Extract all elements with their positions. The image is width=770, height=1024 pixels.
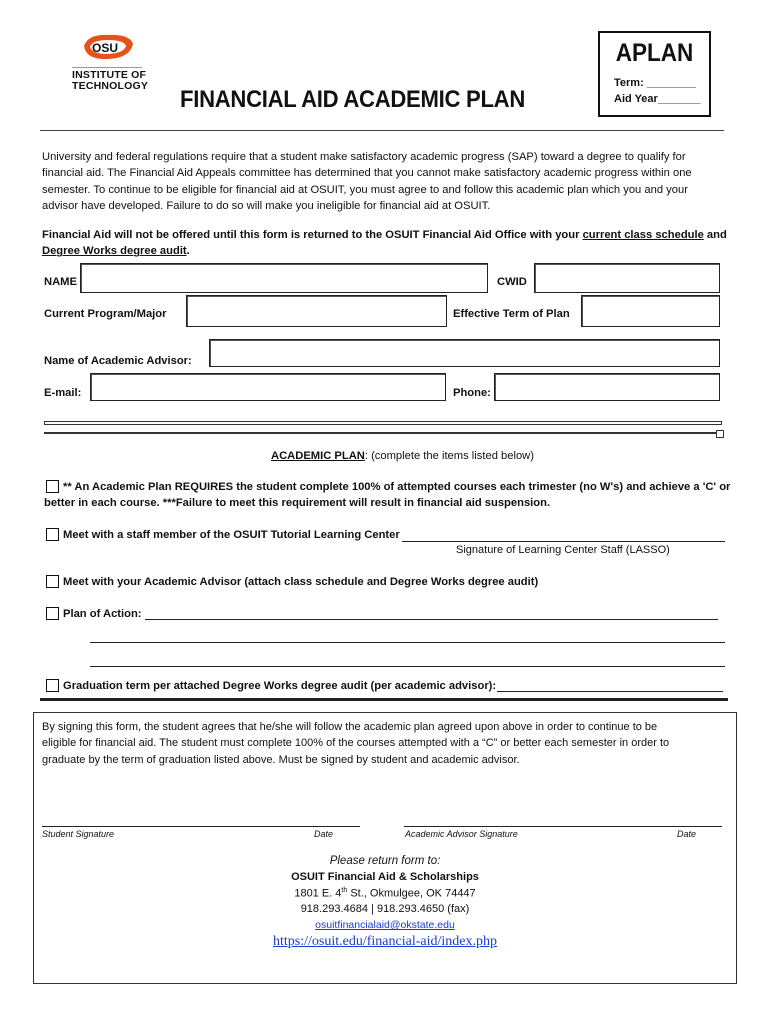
address-pre: 1801 E. 4 [294, 887, 342, 900]
graduation-term-label: Graduation term per attached Degree Works degree audit (per academic advisor): [63, 680, 497, 692]
email-label: E-mail: [44, 387, 82, 399]
academic-plan-note: : (complete the items listed below) [364, 450, 534, 462]
address-post: St., Okmulgee, OK 74447 [347, 887, 476, 900]
graduation-term-checkbox[interactable] [46, 679, 59, 692]
notice-period: . [186, 245, 190, 258]
office-email-wrap [0, 919, 770, 931]
advisor-meeting-checkbox[interactable] [46, 575, 59, 588]
plan-of-action-line[interactable] [145, 619, 718, 620]
intro-line: financial aid. The Financial Aid Appeals committee has determined that you cannot make satisfactory academic progress within one [42, 167, 692, 180]
program-label: Current Program/Major [44, 308, 167, 320]
effective-term-label: Effective Term of Plan [453, 308, 570, 320]
sap-requirement-line1: ** An Academic Plan REQUIRES the student complete 100% of attempted courses each trimester (no W's) and achieve a 'C' or [63, 481, 731, 493]
notice-paragraph [42, 227, 727, 260]
address-sup: th [341, 887, 348, 894]
agreement-line: By signing this form, the student agrees that he/she will follow the academic plan agreed upon above in order to continue to be [42, 721, 658, 733]
page-title: FINANCIAL AID ACADEMIC PLAN [180, 86, 525, 113]
separator-handle [716, 430, 724, 438]
tutorial-center-checkbox[interactable] [46, 528, 59, 541]
logo-line2: TECHNOLOGY [72, 80, 149, 92]
agreement-line: eligible for financial aid. The student must complete 100% of the courses attempted with a “C” or better each semester in order to [42, 737, 670, 750]
return-label: Please return form to: [329, 855, 441, 867]
agreement-line: graduate by the term of graduation listed above. Must be signed by student and academic advisor. [42, 753, 520, 766]
agreement-top-rule [40, 698, 728, 701]
name-field[interactable] [80, 263, 488, 293]
plan-of-action-line[interactable] [90, 666, 725, 667]
office-phones: 918.293.4684 | 918.293.4650 (fax) [300, 903, 470, 915]
advisor-date-caption: Date [677, 829, 697, 839]
office-address [0, 887, 770, 900]
intro-paragraph [42, 149, 692, 214]
osu-logo-icon [80, 32, 136, 62]
program-field[interactable] [186, 295, 447, 327]
intro-line: advisor have developed. Failure to do so will make you ineligible for financial aid at OSUIT. [42, 199, 491, 212]
student-signature-line[interactable] [42, 826, 360, 827]
aplan-title: APLAN [615, 39, 694, 67]
cwid-field[interactable] [534, 263, 720, 293]
tutorial-signature-line[interactable] [402, 541, 725, 542]
agreement-paragraph [42, 719, 669, 768]
student-signature-caption: Student Signature [42, 829, 115, 839]
notice-text: Financial Aid will not be offered until this form is returned to the OSUIT Financial Aid Office with your [42, 229, 583, 241]
intro-line: semester. To continue to be eligible for financial aid at OSUIT, you must agree to and follow this academic plan which you and your [42, 183, 688, 196]
logo-divider [72, 67, 142, 68]
phone-field[interactable] [494, 373, 720, 401]
student-date-caption: Date [314, 829, 334, 839]
phone-label: Phone: [453, 387, 491, 399]
website-link[interactable]: https://osuit.edu/financial-aid/index.php [273, 934, 497, 949]
sap-requirement-line2: better in each course. ***Failure to meet this requirement will result in financial aid suspension. [44, 497, 551, 509]
notice-and: and [703, 229, 727, 241]
tutorial-center-label: Meet with a staff member of the OSUIT Tutorial Learning Center [63, 529, 400, 541]
name-label: NAME [44, 276, 77, 288]
plan-of-action-checkbox[interactable] [46, 607, 59, 620]
office-email-link[interactable]: osuitfinancialaid@okstate.edu [315, 919, 455, 931]
advisor-signature-line[interactable] [404, 826, 722, 827]
svg-text:OSU: OSU [92, 41, 119, 55]
advisor-meeting-label: Meet with your Academic Advisor (attach class schedule and Degree Works degree audit) [63, 576, 539, 588]
notice-schedule: current class schedule [582, 229, 704, 241]
notice-audit: Degree Works degree audit [42, 245, 187, 258]
effective-term-field[interactable] [581, 295, 720, 327]
cwid-label: CWID [497, 276, 527, 288]
academic-plan-title: ACADEMIC PLAN [271, 450, 365, 462]
aplan-box [598, 31, 711, 117]
sap-requirement-checkbox[interactable] [46, 480, 59, 493]
advisor-field[interactable] [209, 339, 720, 367]
plan-of-action-label: Plan of Action: [63, 608, 142, 620]
header-divider [40, 130, 724, 131]
advisor-signature-caption: Academic Advisor Signature [405, 829, 518, 839]
institute-logo-text [72, 70, 148, 92]
plan-of-action-line[interactable] [90, 642, 725, 643]
tutorial-signature-caption: Signature of Learning Center Staff (LASSO) [456, 544, 670, 556]
academic-plan-heading [271, 450, 534, 462]
separator-bar-top [44, 421, 722, 425]
term-label: Term: ________ [614, 77, 696, 89]
advisor-label: Name of Academic Advisor: [44, 355, 192, 367]
email-field[interactable] [90, 373, 446, 401]
aid-year-label: Aid Year_______ [614, 93, 701, 105]
graduation-term-line[interactable] [497, 691, 723, 692]
website-wrap [0, 934, 770, 950]
office-name: OSUIT Financial Aid & Scholarships [291, 871, 479, 883]
separator-bar-bottom [44, 432, 720, 434]
logo-line1: INSTITUTE OF [72, 69, 147, 81]
intro-line: University and federal regulations require that a student make satisfactory academic progress (SAP) toward a degree to qualify for [42, 151, 686, 163]
